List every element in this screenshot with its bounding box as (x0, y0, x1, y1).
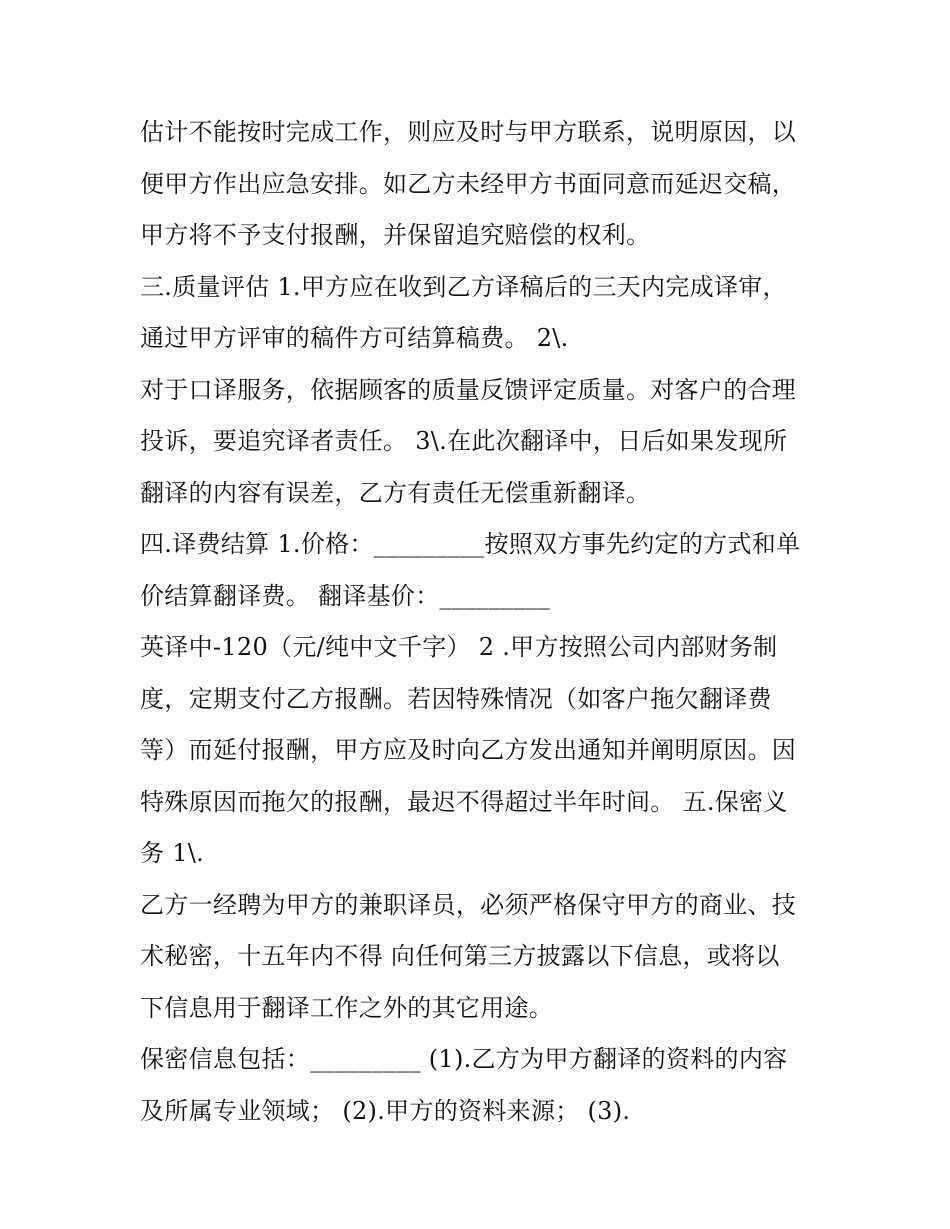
text-line-16: 乙方一经聘为甲方的兼职译员，必须严格保守甲方的商业、技 (140, 890, 797, 919)
text-line-4: 三.质量评估 1.甲方应在收到乙方译稿后的三天内完成译审， (140, 272, 787, 301)
text-line-12: 度，定期支付乙方报酬。若因特殊情况（如客户拖欠翻译费 (140, 684, 772, 713)
text-line-19: 保密信息包括：_________ (1).乙方为甲方翻译的资料的内容 (140, 1045, 788, 1073)
text-line-20: 及所属专业领域； (2).甲方的资料来源； (3). (140, 1096, 631, 1125)
text-line-11: 英译中-120（元/纯中文千字） 2 .甲方按照公司内部财务制 (140, 633, 778, 661)
text-line-15: 务 1\. (140, 839, 205, 867)
text-line-8: 翻译的内容有误差，乙方有责任无偿重新翻译。 (140, 478, 651, 507)
text-line-7: 投诉，要追究译者责任。 3\.在此次翻译中，日后如果发现所 (140, 427, 788, 455)
text-line-18: 下信息用于翻译工作之外的其它用途。 (140, 993, 554, 1022)
text-line-14: 特殊原因而拖欠的报酬，最迟不得超过半年时间。 五.保密义 (140, 787, 788, 816)
text-line-10: 价结算翻译费。 翻译基价：_________ (140, 581, 551, 610)
text-line-1: 估计不能按时完成工作，则应及时与甲方联系，说明原因，以 (140, 118, 797, 146)
text-line-17: 术秘密，十五年内不得 向任何第三方披露以下信息，或将以 (140, 942, 780, 970)
contract-text (140, 107, 820, 1137)
text-line-3: 甲方将不予支付报酬，并保留追究赔偿的权利。 (140, 221, 651, 249)
text-line-2: 便甲方作出应急安排。如乙方未经甲方书面同意而延迟交稿， (140, 169, 797, 198)
text-line-5: 通过甲方评审的稿件方可结算稿费。 2\. (140, 324, 569, 352)
text-line-13: 等）而延付报酬，甲方应及时向乙方发出通知并阐明原因。因 (140, 736, 797, 764)
text-line-9: 四.译费结算 1.价格：_________按照双方事先约定的方式和单 (140, 530, 801, 558)
text-line-6: 对于口译服务，依据顾客的质量反馈评定质量。对客户的合理 (140, 375, 797, 404)
